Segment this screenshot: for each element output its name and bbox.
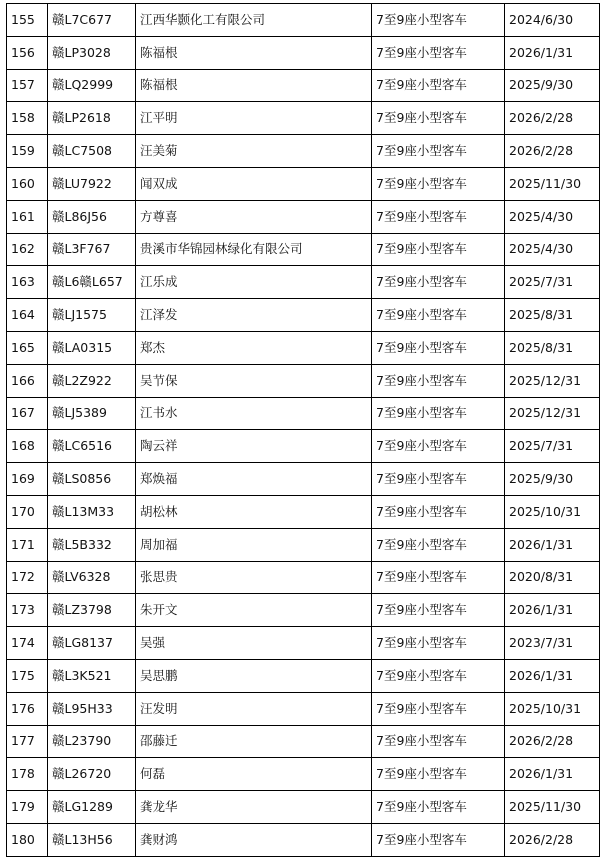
row-number-cell: 159: [7, 135, 48, 168]
plate-number-cell: 赣L86J56: [48, 200, 136, 233]
plate-number-cell: 赣LP2618: [48, 102, 136, 135]
row-number-cell: 156: [7, 36, 48, 69]
vehicle-type-cell: 7至9座小型客车: [372, 167, 505, 200]
vehicle-type-cell: 7至9座小型客车: [372, 299, 505, 332]
table-row: [7, 299, 600, 332]
table-row: [7, 4, 600, 37]
owner-name-cell: 龚财鸿: [136, 823, 372, 856]
vehicle-type-cell: 7至9座小型客车: [372, 791, 505, 824]
row-number-cell: 169: [7, 463, 48, 496]
vehicle-type-cell: 7至9座小型客车: [372, 561, 505, 594]
owner-name-cell: 张思贵: [136, 561, 372, 594]
table-row: [7, 659, 600, 692]
row-number-cell: 180: [7, 823, 48, 856]
row-number-cell: 172: [7, 561, 48, 594]
table-row: [7, 627, 600, 660]
vehicle-type-cell: 7至9座小型客车: [372, 594, 505, 627]
owner-name-cell: 胡松林: [136, 495, 372, 528]
plate-number-cell: 赣L3F767: [48, 233, 136, 266]
plate-number-cell: 赣LJ1575: [48, 299, 136, 332]
table-row: [7, 167, 600, 200]
table-row: [7, 397, 600, 430]
owner-name-cell: 陶云祥: [136, 430, 372, 463]
owner-name-cell: 何磊: [136, 758, 372, 791]
row-number-cell: 168: [7, 430, 48, 463]
expiry-date-cell: 2023/7/31: [505, 627, 600, 660]
table-row: [7, 561, 600, 594]
table-row: [7, 200, 600, 233]
row-number-cell: 162: [7, 233, 48, 266]
owner-name-cell: 邵藤迁: [136, 725, 372, 758]
plate-number-cell: 赣LG1289: [48, 791, 136, 824]
vehicle-type-cell: 7至9座小型客车: [372, 823, 505, 856]
vehicle-type-cell: 7至9座小型客车: [372, 659, 505, 692]
expiry-date-cell: 2024/6/30: [505, 4, 600, 37]
row-number-cell: 173: [7, 594, 48, 627]
row-number-cell: 179: [7, 791, 48, 824]
table-row: [7, 594, 600, 627]
plate-number-cell: 赣LP3028: [48, 36, 136, 69]
table-row: [7, 823, 600, 856]
row-number-cell: 174: [7, 627, 48, 660]
table-row: [7, 135, 600, 168]
table-row: [7, 102, 600, 135]
expiry-date-cell: 2025/11/30: [505, 167, 600, 200]
table-row: [7, 495, 600, 528]
row-number-cell: 164: [7, 299, 48, 332]
plate-number-cell: 赣L23790: [48, 725, 136, 758]
plate-number-cell: 赣L3K521: [48, 659, 136, 692]
row-number-cell: 175: [7, 659, 48, 692]
row-number-cell: 170: [7, 495, 48, 528]
row-number-cell: 161: [7, 200, 48, 233]
owner-name-cell: 龚龙华: [136, 791, 372, 824]
plate-number-cell: 赣LV6328: [48, 561, 136, 594]
expiry-date-cell: 2020/8/31: [505, 561, 600, 594]
row-number-cell: 171: [7, 528, 48, 561]
plate-number-cell: 赣LA0315: [48, 331, 136, 364]
expiry-date-cell: 2025/4/30: [505, 200, 600, 233]
owner-name-cell: 江西华颢化工有限公司: [136, 4, 372, 37]
expiry-date-cell: 2025/9/30: [505, 69, 600, 102]
owner-name-cell: 周加福: [136, 528, 372, 561]
expiry-date-cell: 2025/12/31: [505, 364, 600, 397]
owner-name-cell: 吴节保: [136, 364, 372, 397]
expiry-date-cell: 2026/1/31: [505, 594, 600, 627]
owner-name-cell: 郑焕福: [136, 463, 372, 496]
table-row: [7, 233, 600, 266]
row-number-cell: 160: [7, 167, 48, 200]
table-row: [7, 430, 600, 463]
plate-number-cell: 赣L7C677: [48, 4, 136, 37]
owner-name-cell: 方尊喜: [136, 200, 372, 233]
vehicle-type-cell: 7至9座小型客车: [372, 331, 505, 364]
owner-name-cell: 郑杰: [136, 331, 372, 364]
vehicle-type-cell: 7至9座小型客车: [372, 758, 505, 791]
vehicle-type-cell: 7至9座小型客车: [372, 495, 505, 528]
owner-name-cell: 汪发明: [136, 692, 372, 725]
table-row: [7, 758, 600, 791]
vehicle-type-cell: 7至9座小型客车: [372, 692, 505, 725]
vehicle-type-cell: 7至9座小型客车: [372, 266, 505, 299]
plate-number-cell: 赣LC6516: [48, 430, 136, 463]
plate-number-cell: 赣L95H33: [48, 692, 136, 725]
owner-name-cell: 江乐成: [136, 266, 372, 299]
expiry-date-cell: 2026/2/28: [505, 135, 600, 168]
plate-number-cell: 赣LG8137: [48, 627, 136, 660]
vehicle-type-cell: 7至9座小型客车: [372, 364, 505, 397]
expiry-date-cell: 2025/10/31: [505, 692, 600, 725]
row-number-cell: 163: [7, 266, 48, 299]
table-row: [7, 528, 600, 561]
owner-name-cell: 陈福根: [136, 36, 372, 69]
expiry-date-cell: 2025/7/31: [505, 430, 600, 463]
owner-name-cell: 汪美菊: [136, 135, 372, 168]
table-row: [7, 36, 600, 69]
plate-number-cell: 赣LS0856: [48, 463, 136, 496]
plate-number-cell: 赣L13M33: [48, 495, 136, 528]
table-row: [7, 69, 600, 102]
plate-number-cell: 赣LC7508: [48, 135, 136, 168]
expiry-date-cell: 2025/10/31: [505, 495, 600, 528]
row-number-cell: 165: [7, 331, 48, 364]
vehicle-table-body: [7, 4, 600, 857]
vehicle-type-cell: 7至9座小型客车: [372, 725, 505, 758]
vehicle-type-cell: 7至9座小型客车: [372, 627, 505, 660]
owner-name-cell: 贵溪市华锦园林绿化有限公司: [136, 233, 372, 266]
table-row: [7, 725, 600, 758]
expiry-date-cell: 2025/4/30: [505, 233, 600, 266]
row-number-cell: 167: [7, 397, 48, 430]
plate-number-cell: 赣L2Z922: [48, 364, 136, 397]
owner-name-cell: 吴强: [136, 627, 372, 660]
expiry-date-cell: 2026/1/31: [505, 528, 600, 561]
vehicle-type-cell: 7至9座小型客车: [372, 4, 505, 37]
plate-number-cell: 赣L26720: [48, 758, 136, 791]
expiry-date-cell: 2026/1/31: [505, 36, 600, 69]
expiry-date-cell: 2025/12/31: [505, 397, 600, 430]
vehicle-type-cell: 7至9座小型客车: [372, 528, 505, 561]
expiry-date-cell: 2026/2/28: [505, 823, 600, 856]
vehicle-type-cell: 7至9座小型客车: [372, 36, 505, 69]
owner-name-cell: 朱开文: [136, 594, 372, 627]
expiry-date-cell: 2026/2/28: [505, 102, 600, 135]
table-row: [7, 692, 600, 725]
plate-number-cell: 赣LZ3798: [48, 594, 136, 627]
expiry-date-cell: 2025/8/31: [505, 299, 600, 332]
row-number-cell: 155: [7, 4, 48, 37]
expiry-date-cell: 2025/8/31: [505, 331, 600, 364]
row-number-cell: 158: [7, 102, 48, 135]
row-number-cell: 157: [7, 69, 48, 102]
row-number-cell: 177: [7, 725, 48, 758]
vehicle-type-cell: 7至9座小型客车: [372, 430, 505, 463]
plate-number-cell: 赣L13H56: [48, 823, 136, 856]
expiry-date-cell: 2025/11/30: [505, 791, 600, 824]
row-number-cell: 178: [7, 758, 48, 791]
plate-number-cell: 赣LU7922: [48, 167, 136, 200]
row-number-cell: 166: [7, 364, 48, 397]
plate-number-cell: 赣L5B332: [48, 528, 136, 561]
owner-name-cell: 江书水: [136, 397, 372, 430]
owner-name-cell: 江泽发: [136, 299, 372, 332]
table-row: [7, 463, 600, 496]
row-number-cell: 176: [7, 692, 48, 725]
vehicle-type-cell: 7至9座小型客车: [372, 69, 505, 102]
plate-number-cell: 赣LJ5389: [48, 397, 136, 430]
plate-number-cell: 赣L6赣L657: [48, 266, 136, 299]
expiry-date-cell: 2026/2/28: [505, 725, 600, 758]
table-row: [7, 791, 600, 824]
vehicle-type-cell: 7至9座小型客车: [372, 102, 505, 135]
owner-name-cell: 闻双成: [136, 167, 372, 200]
table-row: [7, 266, 600, 299]
vehicle-type-cell: 7至9座小型客车: [372, 135, 505, 168]
vehicle-type-cell: 7至9座小型客车: [372, 463, 505, 496]
expiry-date-cell: 2025/9/30: [505, 463, 600, 496]
expiry-date-cell: 2026/1/31: [505, 758, 600, 791]
vehicle-type-cell: 7至9座小型客车: [372, 397, 505, 430]
plate-number-cell: 赣LQ2999: [48, 69, 136, 102]
vehicle-table: [6, 3, 600, 857]
vehicle-type-cell: 7至9座小型客车: [372, 200, 505, 233]
owner-name-cell: 陈福根: [136, 69, 372, 102]
expiry-date-cell: 2025/7/31: [505, 266, 600, 299]
table-row: [7, 331, 600, 364]
table-row: [7, 364, 600, 397]
owner-name-cell: 江平明: [136, 102, 372, 135]
expiry-date-cell: 2026/1/31: [505, 659, 600, 692]
owner-name-cell: 吴思鹏: [136, 659, 372, 692]
vehicle-type-cell: 7至9座小型客车: [372, 233, 505, 266]
